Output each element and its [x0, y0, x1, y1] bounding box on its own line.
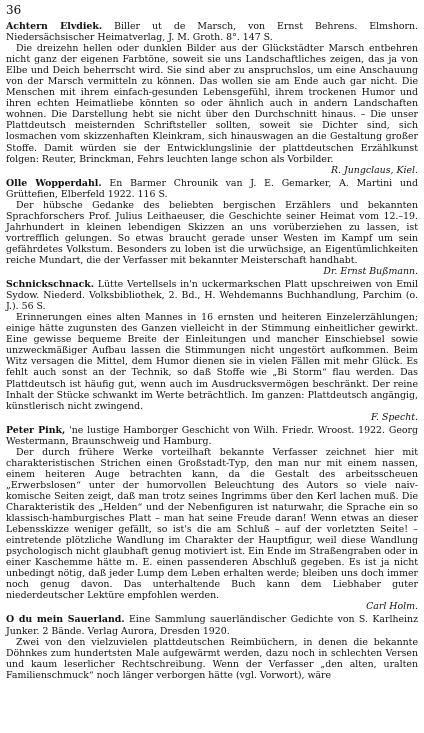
review-achtern-elvdiek	[6, 21, 418, 176]
review-header	[6, 425, 418, 447]
reviews-column	[6, 21, 418, 683]
review-text: Die dreizehn hellen oder dunklen Bilder aus der Glückstädter Marsch entbehren nicht ganz der eigenen Farbtöne, soweit sie uns Landschaftliches zeigen, das ja von Elbe und Deich beherrscht wird. Sie sind aber zu anspruchslos, um eine Anschauung von der Marsch vermitteln zu können. Das wollen sie am Ende auch gar nicht. Die Menschen mit ihrem einfach-gesunden Lebensgefühl, ihrem trockenen Humor und ihren echten Heimatliebe könnten so oder ähnlich auch in andern Landschaften wohnen. Die Darstellung hebt sie nicht über den Durchschnitt hinaus. – Die unser Plattdeutsch meisternden Schriftsteller sollten, soweit sie Dichter sind, sich losmachen vom skizzenhaften Kleinkram, sich hinauswagen an die Gestaltung großer Stoffe. Damit würden sie der Entwicklungslinie der plattdeutschen Erzählkunst folgen: Reuter, Brinckman, Fehrs leuchten lange schon als Vorbilder.	[6, 43, 418, 165]
review-text: Der hübsche Gedanke des beliebten bergischen Erzählers und bekannten Sprachforschers Prof. Julius Leithaeuser, die Geschichte seiner Heimat vom 12.–19. Jahrhundert in kleinen lebendigen Skizzen an uns vorüberziehen zu lassen, ist vortrefflich gelungen. So etwas braucht gerade unser Westen im Kampf um sein gefährdetes Volkstum. Besonders zu loben ist die urwüchsige, an Eigentümlichkeiten reiche Mundart, die der Verfasser mit bekannter Meisterschaft handhabt.	[6, 199, 418, 266]
review-bibliography: 'ne lustige Hamborger Geschicht von Wilh. Friedr. Wroost. 1922. Georg Westermann, Braunschweig und Hamburg.	[6, 424, 419, 447]
review-bibliography: Eine Sammlung sauerländischer Gedichte von S. Karlheinz Junker. 2 Bände. Verlag Aurora, Dresden 1920.	[6, 614, 419, 637]
page-number: 36	[6, 3, 22, 17]
review-title: Schnickschnack.	[6, 279, 95, 291]
review-header	[6, 178, 418, 200]
review-title: Peter Pink,	[6, 424, 66, 436]
review-peter-pink	[6, 425, 418, 613]
review-title: Achtern Elvdiek.	[6, 21, 103, 32]
review-signature: F. Specht.	[370, 411, 418, 423]
review-text: Erinnerungen eines alten Mannes in 16 ernsten und heiteren Einzelerzählungen; einige hätte zugunsten des Ganzen vielleicht in der Stimmung einheitlicher gewirkt. Eine gewisse bequeme Breite der Einleitungen und mancher Einschiebsel sowie unzweckmäßiger Aufbau lassen die Stimmungen nicht ungestört aufkommen. Beim Witz versagen die Mittel, dem Humor dienen sie in vielen Fällen mit mehr Glück. Es fehlt auch sonst an der Technik, so daß Stoffe wie „Bi Storm“ flau werden. Das Plattdeutsch ist häufig gut, wenn auch im Ausdrucksvermögen beschränkt. Der reine Inhalt der Stücke schwankt im Werte beträchtlich. Im ganzen: Plattdeutsch angängig, künstlerisch nicht zwingend.	[6, 312, 418, 412]
review-text: Der durch frühere Werke vorteilhaft bekannte Verfasser zeichnet hier mit charakteristischen Strichen einen Großstadt-Typ, den man nur mit einem nassen, einem heiteren Auge betrachten kann, da die Gestalt des arbeitsscheuen „Erwerbslosen“ unter der humorvollen Beleuchtung des Autors so viele naiv-komische Seiten zeigt, daß man trotz seines Ingrimms über den Kerl lachen muß. Die Charakteristik des „Helden“ und der Nebenfiguren ist naturwahr, die Sprache ein so klassisch-hamburgisches Platt – man hat seine Freude daran! Wenn etwas an dieser Lebensskizze weniger gefällt, so ist's die am Schluß – auf der vorletzten Seite! – eintretende plötzliche Wandlung im Charakter der Hauptfigur, weil diese Wandlung psychologisch nicht glaubhaft genug motiviert ist. Ein Ende im Straßengraben oder in einer Kaschemme hätte m. E. einen passenderen Abschluß gegeben. Es ist ja nicht unbedingt nötig, daß jeder Lump dem Leben erhalten werde; bleiben uns doch immer noch genug davon. Das unterhaltende Buch kann dem Liebhaber guter niederdeutscher Lektüre empfohlen werden.	[6, 446, 418, 602]
review-title: O du mein Sauerland.	[6, 614, 125, 626]
review-bibliography: Biller ut de Marsch, von Ernst Behrens. Elmshorn. Niedersächsischer Heimatverlag, J. M. Groth. 8°. 147 S.	[6, 21, 419, 44]
review-schnickschnack	[6, 279, 418, 423]
review-title: Olle Wopperdahl.	[6, 177, 102, 189]
review-header	[6, 279, 418, 312]
review-o-du-mein-sauerland	[6, 614, 418, 680]
review-olle-wopperdahl	[6, 178, 418, 277]
review-header	[6, 21, 418, 43]
review-signature: Carl Holm.	[366, 601, 418, 613]
review-header	[6, 614, 418, 636]
review-signature: Dr. Ernst Bußmann.	[323, 266, 418, 278]
review-bibliography: Lütte Vertellsels in'n uckermarkschen Platt upschreiwen von Emil Sydow. Niederd. Volksbibliothek, 2. Bd., H. Wehdemanns Buchhandlung, Parchim (o. J.). 56 S.	[6, 279, 418, 313]
review-text: Zwei von den vielzuvielen plattdeutschen Reimbüchern, in denen die bekannte Döhnkes zum hundertsten Male aufgewärmt werden, dazu noch in schlechten Versen und kaum leserlicher Rechtschreibung. Wenn der Verfasser „den alten, uralten Familienschmuck“ noch länger verborgen hätte (vgl. Vorwort), wäre	[6, 636, 418, 681]
review-bibliography: En Barmer Chrounik van J. E. Gemarker, A. Martini und Grüttefien, Elberfeld 1922. 116 S.	[6, 177, 418, 200]
review-signature: R. Jungclaus, Kiel.	[330, 164, 418, 176]
